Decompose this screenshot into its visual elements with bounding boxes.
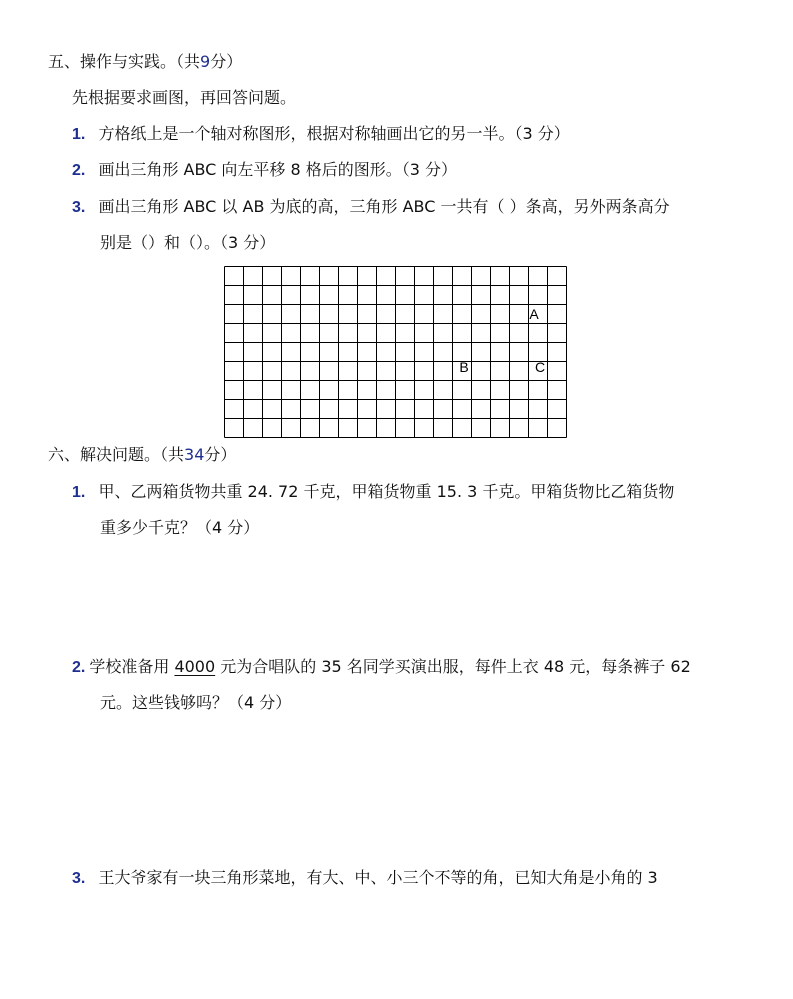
item-text: 方格纸上是一个轴对称图形，根据对称轴画出它的另一半。（3 分） (98, 124, 570, 143)
item-text: 画出三角形 ABC 以 AB 为底的高，三角形 ABC 一共有（ ）条高，另外两条高分 (98, 197, 670, 216)
vertex-label-b: B (459, 359, 469, 375)
item-text-pre: 学校准备用 (89, 657, 175, 676)
section6-heading (48, 445, 236, 465)
section5-intro: 先根据要求画图，再回答问题。 (72, 88, 297, 107)
item-number: 1. (72, 484, 86, 501)
section6-item-3 (72, 868, 658, 889)
item-number: 1. (72, 126, 86, 143)
item-number: 2. (72, 162, 86, 179)
item-number: 3. (72, 199, 86, 216)
item-number: 3. (72, 870, 86, 887)
item-number: 2. (72, 659, 86, 676)
section6-item-2-continued: 元。这些钱够吗？（4 分） (100, 693, 292, 712)
item-text: 王大爷家有一块三角形菜地，有大、中、小三个不等的角，已知大角是小角的 3 (98, 868, 658, 887)
section5-heading (48, 52, 242, 72)
item-amount: 4000 (174, 657, 216, 676)
vertex-label-a: A (529, 306, 539, 322)
section6-heading-end: 分） (204, 445, 237, 464)
grid-paper (224, 266, 570, 444)
section6-item-2 (72, 657, 691, 678)
item-text: 甲、乙两箱货物共重 24. 72 千克，甲箱货物重 15. 3 千克。甲箱货物比乙箱货物 (98, 482, 675, 501)
item-text-post: 元为合唱队的 35 名同学买演出服，每件上衣 48 元，每条裤子 62 (215, 657, 691, 676)
item-text: 画出三角形 ABC 向左平移 8 格后的图形。（3 分） (98, 160, 458, 179)
section6-item-1 (72, 482, 674, 503)
section5-item-2 (72, 160, 457, 181)
vertex-label-c: C (534, 359, 546, 375)
section6-points: 34 (184, 445, 205, 464)
section5-heading-text: 五、操作与实践。（共 (48, 52, 201, 71)
section6-heading-text: 六、解决问题。（共 (48, 445, 185, 464)
section5-points: 9 (200, 52, 211, 71)
section5-item-1 (72, 124, 570, 145)
section5-heading-end: 分） (210, 52, 243, 71)
section5-item-3 (72, 197, 670, 218)
section6-item-1-continued: 重多少千克？（4 分） (100, 518, 260, 537)
section5-item-3-continued: 别是（）和（）。（3 分） (100, 233, 276, 252)
